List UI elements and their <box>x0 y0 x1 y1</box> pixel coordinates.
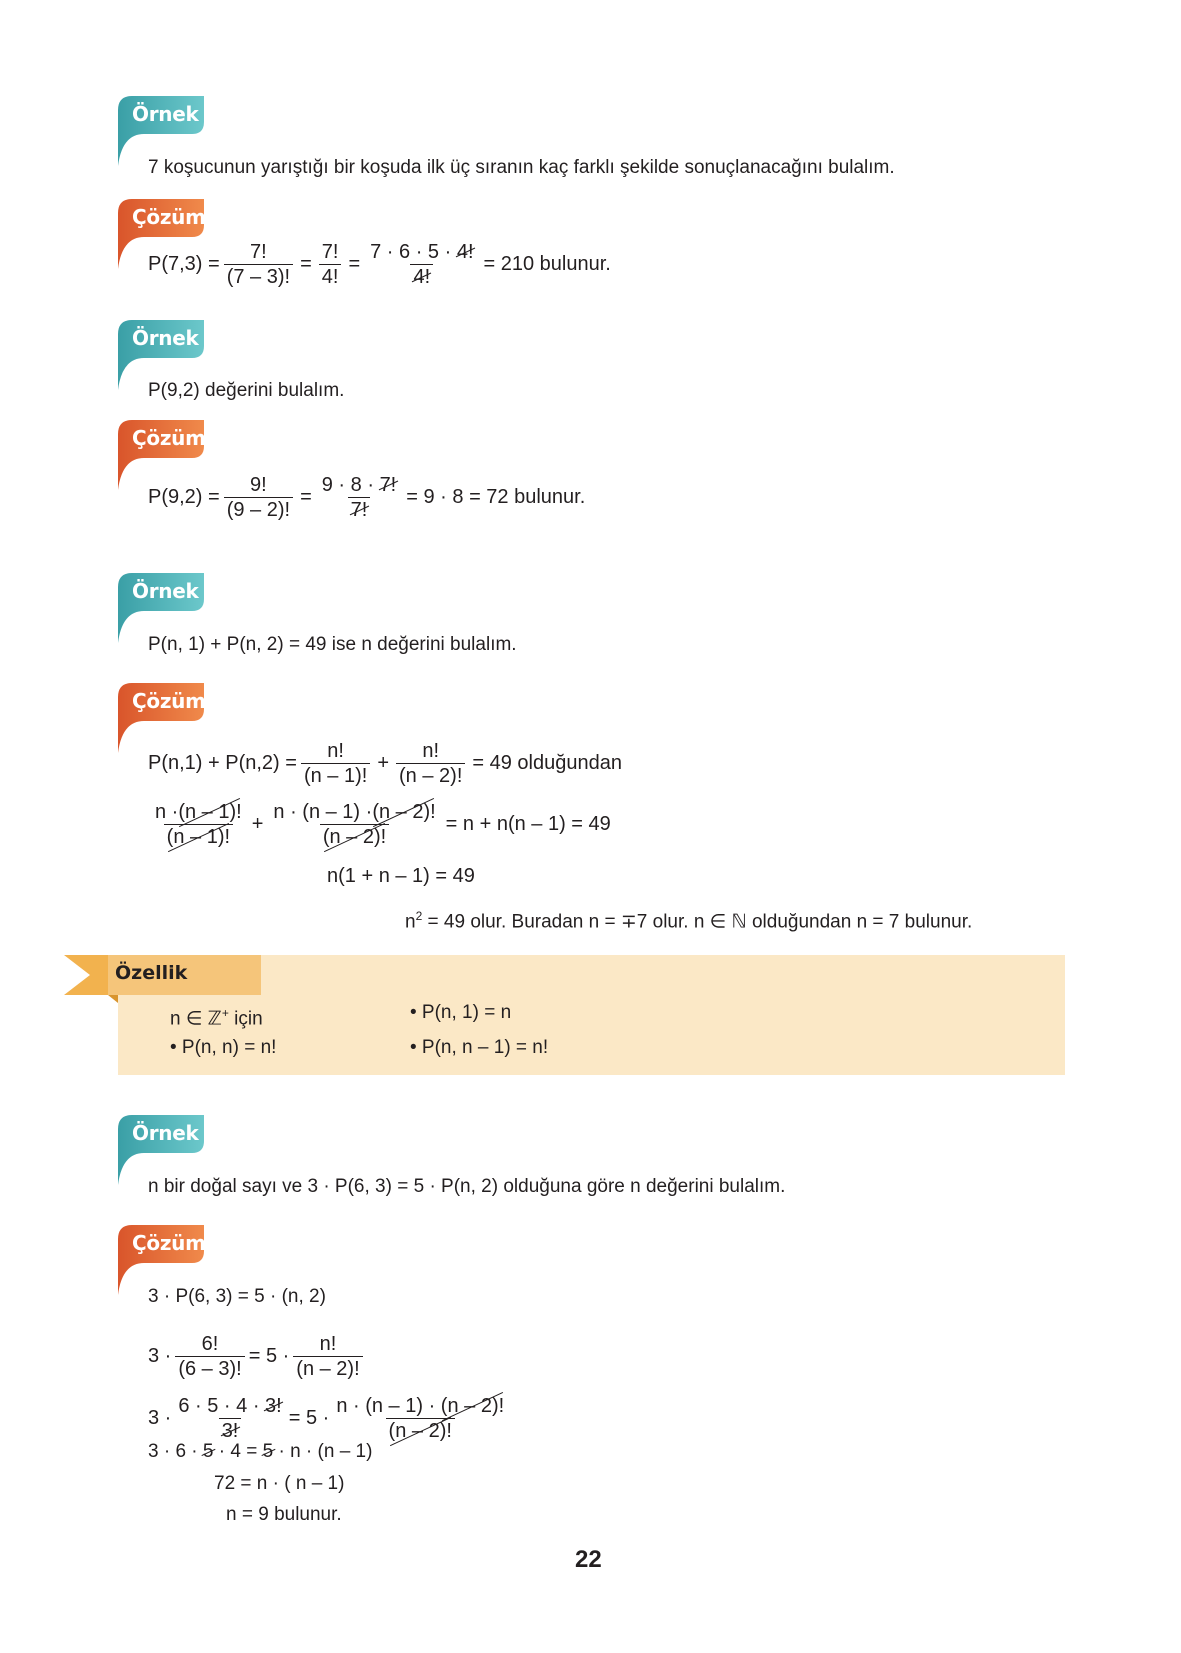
solution-label: Çözüm <box>132 1231 206 1255</box>
fraction: $\frac{n \cdot(n - 1)!}{(n - 1)!}$ <box>155 801 242 848</box>
example-2-question: P(9,2) değerini bulalım. <box>148 380 345 401</box>
example-3-solution-line-4: $n^2 = 49$ olur. Buradan n = ∓7 olur. n ∈ ℕ olduğundan n = 7 bulunur. <box>405 909 973 933</box>
cancelled-term: 3! <box>265 1395 282 1417</box>
fraction: $\frac{n!}{(n - 2)!}$ <box>293 1333 362 1380</box>
example-label: Örnek <box>132 1121 199 1145</box>
cancelled-term: 7! <box>350 499 368 521</box>
equals: = <box>348 253 361 275</box>
example-4-solution-line-4: 3 · 6 · 5 · 4 = 5 · n · (n – 1) <box>148 1441 373 1462</box>
fraction: $\frac{7!}{4!}$ <box>319 241 342 288</box>
example-4-solution-line-2: 3 · $\frac{6!}{(6 - 3)!}$ = 5 · $\frac{n!}{(n - 2)!}$ <box>148 1333 367 1380</box>
example-label: Örnek <box>132 579 199 603</box>
cancelled-term: (n – 2)! <box>372 801 436 823</box>
feature-label: Özellik <box>115 962 188 984</box>
cancelled-term: 7! <box>379 474 397 496</box>
example-1-question: 7 koşucunun yarıştığı bir koşuda ilk üç sıranın kaç farklı şekilde sonuçlanacağını bulalım. <box>148 157 895 178</box>
example-4-solution-line-3: 3 · $\frac{6 \cdot 5 \cdot 4 \cdot 3!}{3!}$ = 5 · $\frac{n \cdot (n - 1) \cdot (n - 2)!}{(n - 2)!}$ <box>148 1395 511 1442</box>
solution-label: Çözüm <box>132 426 206 450</box>
fraction: $\frac{7!}{(7 - 3)!}$ <box>224 241 293 288</box>
feature-item-2: • P(n, 1) = n <box>410 1002 512 1023</box>
fraction: $\frac{7 \cdot 6 \cdot 5 \cdot 4!}{4!}$ <box>370 241 474 288</box>
example-4-solution-line-1: 3 · P(6, 3) = 5 · (n, 2) <box>148 1286 326 1307</box>
cancelled-term: (n – 1)! <box>166 826 231 848</box>
page-number: 22 <box>575 1546 602 1573</box>
example-3-solution-line-1 <box>148 740 625 787</box>
fraction: $\frac{n!}{(n - 2)!}$ <box>396 740 465 787</box>
example-label: Örnek <box>132 102 199 126</box>
fraction: $\frac{9!}{(9 - 2)!}$ <box>224 474 293 521</box>
math-lhs: P(9,2) = <box>148 486 220 508</box>
result: = 49 olduğundan <box>472 752 622 774</box>
fraction: $\frac{6 \cdot 5 \cdot 4 \cdot 3!}{3!}$ <box>178 1395 282 1442</box>
example-1-solution <box>148 241 614 288</box>
equals: = <box>300 486 312 508</box>
cancelled-term: 3! <box>221 1420 239 1442</box>
fraction: $\frac{n \cdot (n - 1) \cdot(n - 2)!}{(n - 2)!}$ <box>273 801 436 848</box>
fraction: $\frac{n \cdot (n - 1) \cdot (n - 2)!}{(n - 2)!}$ <box>336 1395 505 1442</box>
feature-condition: n ∈ ℤ+ için <box>170 1006 263 1030</box>
result: = n + n(n – 1) = 49 <box>445 813 611 835</box>
solution-label: Çözüm <box>132 205 206 229</box>
example-4-solution-line-5: 72 = n · ( n – 1) <box>214 1473 345 1494</box>
cancelled-term: 4! <box>456 241 474 263</box>
cancelled-term: (n – 2)! <box>440 1395 505 1417</box>
cancelled-term: (n – 2)! <box>322 826 387 848</box>
example-4-solution-line-6: n = 9 bulunur. <box>226 1504 342 1525</box>
fraction: $\frac{6!}{(6 - 3)!}$ <box>175 1333 244 1380</box>
example-3-solution-line-2 <box>148 801 614 848</box>
example-3-question: P(n, 1) + P(n, 2) = 49 ise n değerini bulalım. <box>148 634 517 655</box>
feature-item-3: • P(n, n – 1) = n! <box>410 1037 549 1058</box>
equals: = <box>300 253 312 275</box>
example-2-solution <box>148 474 588 521</box>
cancelled-term: (n – 1)! <box>178 801 242 823</box>
feature-item-1: • P(n, n) = n! <box>170 1037 277 1058</box>
example-3-solution-line-3: n(1 + n – 1) = 49 <box>327 865 475 887</box>
fraction: $\frac{9 \cdot 8 \cdot 7!}{7!}$ <box>321 474 397 521</box>
math-lhs: P(7,3) = <box>148 253 220 275</box>
example-4-question: n bir doğal sayı ve 3 · P(6, 3) = 5 · P(n, 2) olduğuna göre n değerini bulalım. <box>148 1176 786 1197</box>
plus: + <box>251 813 264 835</box>
result: = 210 bulunur. <box>483 253 611 275</box>
math-lhs: P(n,1) + P(n,2) = <box>148 752 297 774</box>
solution-label: Çözüm <box>132 689 206 713</box>
fraction: $\frac{n!}{(n - 1)!}$ <box>301 740 370 787</box>
cancelled-term: 5 <box>262 1441 274 1462</box>
cancelled-term: 5 <box>202 1441 214 1462</box>
cancelled-term: 4! <box>413 266 431 288</box>
result: = 9 · 8 = 72 bulunur. <box>406 486 586 508</box>
plus: + <box>377 752 390 774</box>
example-label: Örnek <box>132 326 199 350</box>
cancelled-term: (n – 2)! <box>388 1420 452 1442</box>
